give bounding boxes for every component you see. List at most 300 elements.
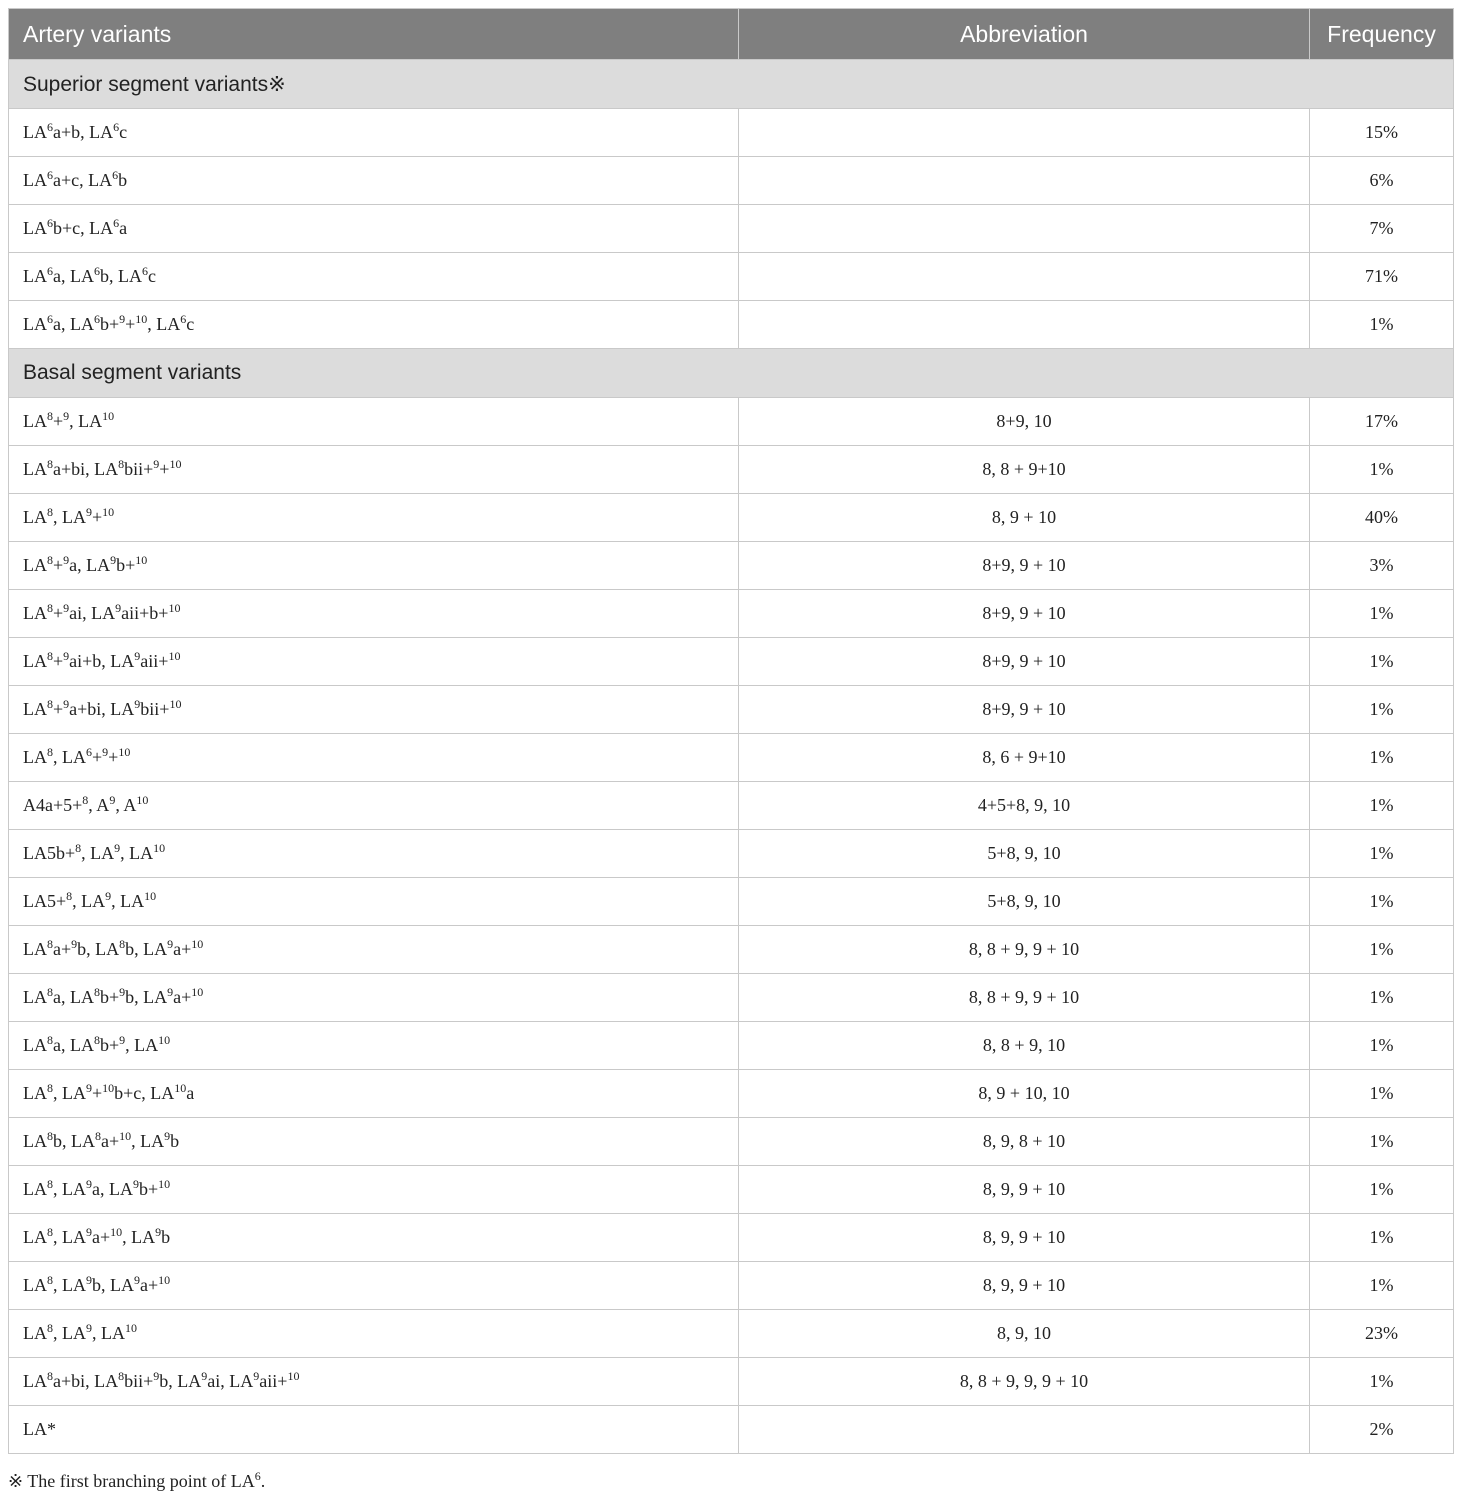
variant-text: a, LA: [92, 1179, 133, 1199]
variant-text: a+: [92, 1227, 111, 1247]
superior-section-header: [9, 60, 1454, 109]
variant-superscript: 9: [63, 409, 70, 423]
table-row: [9, 494, 1454, 542]
variant-superscript: 6: [47, 216, 53, 230]
artery-variant-cell: [9, 1166, 739, 1214]
variant-superscript: 6: [93, 312, 100, 326]
variant-superscript: 8: [66, 889, 73, 903]
artery-variant-cell: [9, 542, 739, 590]
variant-superscript: 9: [63, 697, 70, 711]
abbreviation-cell: 8, 6 + 9+10: [739, 734, 1310, 782]
artery-variant-cell: [9, 1118, 739, 1166]
variant-superscript: 9: [109, 793, 116, 807]
variant-text: , LA: [120, 843, 154, 863]
variant-superscript: 9: [63, 553, 70, 567]
variant-superscript: 10: [169, 457, 182, 471]
variant-text: a+: [140, 1275, 159, 1295]
abbreviation-cell: 8, 8 + 9, 9 + 10: [739, 974, 1310, 1022]
variant-text: +: [92, 747, 103, 767]
variant-superscript: 10: [191, 985, 204, 999]
abbreviation-cell: 5+8, 9, 10: [739, 878, 1310, 926]
header-artery-variants: Artery variants: [9, 9, 739, 60]
table-row: [9, 734, 1454, 782]
variant-text: a+: [173, 939, 192, 959]
table-row: [9, 1070, 1454, 1118]
variant-text: b, LA: [159, 1371, 202, 1391]
variant-text: LA: [23, 987, 47, 1007]
variant-superscript: 10: [118, 745, 131, 759]
variant-superscript: 8: [47, 1081, 53, 1095]
variant-text: LA: [23, 170, 47, 190]
abbreviation-cell: 8+9, 9 + 10: [739, 638, 1310, 686]
variant-superscript: 9: [134, 649, 141, 663]
variant-text: a+bi, LA: [53, 459, 119, 479]
variant-text: LA: [23, 218, 47, 238]
abbreviation-cell: 8+9, 9 + 10: [739, 686, 1310, 734]
frequency-cell: 1%: [1310, 878, 1454, 926]
variant-superscript: 10: [102, 1081, 115, 1095]
superior-section-title: Superior segment variants※: [9, 60, 1454, 109]
variant-text: b+c, LA: [53, 218, 114, 238]
variant-text: b, LA: [125, 987, 168, 1007]
variant-superscript: 8: [47, 1033, 53, 1047]
table-row: [9, 301, 1454, 349]
variant-text: a, LA: [53, 314, 94, 334]
frequency-cell: 1%: [1310, 926, 1454, 974]
variant-superscript: 10: [119, 1129, 132, 1143]
frequency-cell: 17%: [1310, 398, 1454, 446]
artery-variant-cell: [9, 1070, 739, 1118]
footnote-sup: 6: [254, 1469, 261, 1483]
variant-text: LA: [23, 122, 47, 142]
variant-text: a, LA: [69, 555, 111, 575]
variant-superscript: 6: [141, 264, 148, 278]
table-row: [9, 542, 1454, 590]
abbreviation-cell: 8, 8 + 9, 9 + 10: [739, 926, 1310, 974]
variant-superscript: 10: [158, 1273, 171, 1287]
artery-variant-cell: [9, 1262, 739, 1310]
variant-text: LA: [23, 1035, 47, 1055]
artery-variant-cell: [9, 830, 739, 878]
artery-variant-cell: [9, 734, 739, 782]
variant-superscript: 8: [119, 937, 126, 951]
variant-text: bii+: [140, 699, 170, 719]
frequency-cell: 15%: [1310, 109, 1454, 157]
variant-superscript: 8: [82, 793, 89, 807]
abbreviation-cell: 8, 9, 9 + 10: [739, 1166, 1310, 1214]
abbreviation-cell: 8+9, 9 + 10: [739, 590, 1310, 638]
variant-superscript: 9: [86, 1321, 92, 1335]
variant-superscript: 8: [47, 457, 53, 471]
frequency-cell: 71%: [1310, 253, 1454, 301]
variant-superscript: 9: [134, 697, 141, 711]
abbreviation-cell: [739, 109, 1310, 157]
artery-variant-cell: [9, 446, 739, 494]
variant-superscript: 8: [47, 553, 53, 567]
variant-text: b+c, LA: [114, 1083, 175, 1103]
variant-text: , LA: [53, 1227, 86, 1247]
abbreviation-cell: 8+9, 9 + 10: [739, 542, 1310, 590]
variant-text: a: [119, 218, 128, 238]
artery-variant-cell: [9, 205, 739, 253]
table-row: [9, 1214, 1454, 1262]
frequency-cell: 6%: [1310, 157, 1454, 205]
variant-text: LA: [23, 1371, 47, 1391]
frequency-cell: 40%: [1310, 494, 1454, 542]
variant-text: +: [92, 507, 103, 527]
variant-text: c: [119, 122, 128, 142]
artery-variant-cell: [9, 686, 739, 734]
variant-text: a+: [101, 1131, 120, 1151]
frequency-cell: 23%: [1310, 1310, 1454, 1358]
artery-variant-cell: [9, 878, 739, 926]
header-abbreviation: Abbreviation: [739, 9, 1310, 60]
variant-text: a+b, LA: [53, 122, 114, 142]
table-row: [9, 1406, 1454, 1454]
variant-superscript: 8: [95, 1129, 101, 1143]
artery-variant-cell: [9, 638, 739, 686]
variant-text: LA: [23, 1179, 47, 1199]
abbreviation-cell: 8+9, 10: [739, 398, 1310, 446]
variant-text: a, LA: [53, 266, 94, 286]
variant-superscript: 10: [287, 1369, 300, 1383]
variant-superscript: 8: [47, 601, 53, 615]
variant-superscript: 6: [47, 168, 53, 182]
artery-variant-cell: [9, 398, 739, 446]
artery-variant-cell: [9, 1358, 739, 1406]
variant-superscript: 9: [134, 1273, 140, 1287]
variant-superscript: 6: [47, 264, 53, 278]
variant-superscript: 10: [153, 841, 166, 855]
footnote-end: .: [260, 1471, 266, 1491]
frequency-cell: 1%: [1310, 590, 1454, 638]
variant-superscript: 8: [118, 1369, 125, 1383]
variant-superscript: 6: [112, 168, 119, 182]
variant-text: , LA: [53, 507, 86, 527]
variant-superscript: 9: [110, 553, 117, 567]
variant-superscript: 8: [47, 697, 53, 711]
variant-superscript: 9: [63, 649, 70, 663]
abbreviation-cell: 8, 9, 9 + 10: [739, 1262, 1310, 1310]
table-row: [9, 446, 1454, 494]
variant-text: LA*: [23, 1419, 56, 1439]
variant-superscript: 10: [174, 1081, 187, 1095]
variant-text: b, LA: [92, 1275, 134, 1295]
table-row: [9, 398, 1454, 446]
variant-superscript: 9: [155, 1225, 162, 1239]
frequency-cell: 1%: [1310, 1070, 1454, 1118]
variant-text: , LA: [92, 1323, 125, 1343]
variant-text: LA: [23, 314, 47, 334]
artery-variant-cell: [9, 1310, 739, 1358]
artery-variant-cell: [9, 926, 739, 974]
variant-text: LA: [23, 939, 47, 959]
variant-text: , LA: [53, 747, 86, 767]
variant-text: a, LA: [53, 987, 94, 1007]
variant-superscript: 8: [47, 505, 53, 519]
variant-text: b: [161, 1227, 171, 1247]
variant-text: b+: [99, 987, 120, 1007]
variant-text: a+bi, LA: [69, 699, 135, 719]
footnote-text: ※ The first branching point of LA: [8, 1471, 255, 1491]
frequency-cell: 1%: [1310, 782, 1454, 830]
variant-text: LA: [23, 651, 47, 671]
variant-text: , LA: [69, 411, 103, 431]
variant-superscript: 8: [47, 1321, 53, 1335]
variant-text: b+: [116, 555, 136, 575]
artery-variant-cell: [9, 590, 739, 638]
header-frequency: Frequency: [1310, 9, 1454, 60]
variant-superscript: 10: [135, 312, 148, 326]
abbreviation-cell: 8, 9, 9 + 10: [739, 1214, 1310, 1262]
basal-section-header: [9, 349, 1454, 398]
variant-superscript: 9: [63, 601, 70, 615]
artery-variant-cell: [9, 253, 739, 301]
artery-variant-cell: [9, 301, 739, 349]
table-row: [9, 782, 1454, 830]
variant-superscript: 9: [201, 1369, 208, 1383]
variant-text: b+: [138, 1179, 159, 1199]
variant-text: a+: [53, 939, 72, 959]
variant-text: +: [53, 411, 64, 431]
variant-text: aii+: [259, 1371, 288, 1391]
frequency-cell: 1%: [1310, 1166, 1454, 1214]
table-row: [9, 830, 1454, 878]
frequency-cell: 1%: [1310, 1118, 1454, 1166]
variant-superscript: 6: [47, 120, 53, 134]
artery-variant-cell: [9, 109, 739, 157]
footnote: [8, 1471, 265, 1492]
variant-superscript: 9: [102, 745, 109, 759]
variant-text: aii+b+: [121, 603, 169, 623]
variant-text: , LA: [53, 1083, 86, 1103]
variant-superscript: 9: [86, 1177, 92, 1191]
variant-text: +: [159, 459, 170, 479]
variant-text: , LA: [81, 843, 115, 863]
frequency-cell: 1%: [1310, 301, 1454, 349]
table-row: [9, 1358, 1454, 1406]
variant-superscript: 10: [168, 649, 181, 663]
artery-variants-table: [8, 8, 1454, 1454]
variant-text: LA: [23, 555, 47, 575]
table-row: [9, 638, 1454, 686]
frequency-cell: 1%: [1310, 734, 1454, 782]
variant-text: LA: [23, 459, 47, 479]
variant-text: bii+: [124, 1371, 154, 1391]
variant-superscript: 8: [93, 985, 100, 999]
variant-superscript: 9: [119, 1033, 126, 1047]
variant-text: bii+: [124, 459, 154, 479]
variant-text: b: [170, 1131, 180, 1151]
table-row: [9, 1166, 1454, 1214]
variant-text: , LA: [147, 314, 181, 334]
variant-text: , LA: [53, 1275, 86, 1295]
abbreviation-cell: 8, 8 + 9, 9, 9 + 10: [739, 1358, 1310, 1406]
variant-text: LA5b+: [23, 843, 76, 863]
table-row: [9, 109, 1454, 157]
variant-text: b, LA: [125, 939, 168, 959]
variant-superscript: 10: [144, 889, 157, 903]
variant-superscript: 9: [86, 1225, 92, 1239]
header-row: [9, 9, 1454, 60]
variant-superscript: 9: [164, 1129, 171, 1143]
variant-superscript: 9: [86, 1081, 92, 1095]
variant-superscript: 10: [158, 1177, 171, 1191]
variant-text: ai+b, LA: [69, 651, 135, 671]
artery-variant-cell: [9, 1406, 739, 1454]
table-row: [9, 926, 1454, 974]
variant-superscript: 10: [169, 697, 182, 711]
variant-text: aii+: [140, 651, 169, 671]
frequency-cell: 1%: [1310, 1358, 1454, 1406]
variant-text: a+: [173, 987, 192, 1007]
variant-text: LA: [23, 1227, 47, 1247]
variant-text: LA5+: [23, 891, 67, 911]
variant-superscript: 9: [132, 1177, 139, 1191]
table-row: [9, 686, 1454, 734]
variant-text: c: [186, 314, 195, 334]
variant-superscript: 8: [47, 1369, 53, 1383]
artery-variant-cell: [9, 1214, 739, 1262]
variant-text: , LA: [125, 1035, 159, 1055]
variant-text: +: [92, 1083, 103, 1103]
variant-superscript: 9: [71, 937, 78, 951]
frequency-cell: 1%: [1310, 1262, 1454, 1310]
table-row: [9, 1310, 1454, 1358]
variant-text: b, LA: [53, 1131, 95, 1151]
table-row: [9, 205, 1454, 253]
variant-text: , LA: [53, 1179, 86, 1199]
abbreviation-cell: [739, 205, 1310, 253]
variant-superscript: 9: [86, 1273, 92, 1287]
frequency-cell: 7%: [1310, 205, 1454, 253]
abbreviation-cell: [739, 1406, 1310, 1454]
variant-text: a+c, LA: [53, 170, 113, 190]
variant-superscript: 8: [47, 937, 53, 951]
variant-superscript: 9: [86, 505, 92, 519]
variant-text: +: [53, 603, 64, 623]
variant-text: +: [125, 314, 136, 334]
variant-text: LA: [23, 603, 47, 623]
table-row: [9, 1262, 1454, 1310]
frequency-cell: 3%: [1310, 542, 1454, 590]
variant-superscript: 8: [47, 745, 53, 759]
variant-text: LA: [23, 266, 47, 286]
abbreviation-cell: [739, 157, 1310, 205]
variant-superscript: 8: [47, 1177, 53, 1191]
variant-text: , LA: [53, 1323, 86, 1343]
variant-text: LA: [23, 1323, 47, 1343]
variant-superscript: 8: [47, 649, 53, 663]
variant-text: , A: [88, 795, 110, 815]
variant-text: LA: [23, 507, 47, 527]
variant-superscript: 8: [47, 985, 53, 999]
abbreviation-cell: 8, 9 + 10, 10: [739, 1070, 1310, 1118]
variant-text: +: [53, 699, 64, 719]
variant-superscript: 6: [47, 312, 53, 326]
variant-superscript: 6: [113, 120, 120, 134]
variant-text: b+: [99, 1035, 120, 1055]
variant-superscript: 9: [167, 985, 174, 999]
variant-superscript: 9: [115, 601, 122, 615]
table-row: [9, 157, 1454, 205]
frequency-cell: 1%: [1310, 686, 1454, 734]
variant-superscript: 8: [47, 1273, 53, 1287]
frequency-cell: 1%: [1310, 830, 1454, 878]
abbreviation-cell: [739, 301, 1310, 349]
variant-superscript: 9: [119, 985, 126, 999]
variant-text: b: [118, 170, 128, 190]
variant-text: a, LA: [53, 1035, 94, 1055]
variant-text: , LA: [111, 891, 145, 911]
variant-superscript: 10: [158, 1033, 171, 1047]
variant-text: ai, LA: [69, 603, 116, 623]
variant-superscript: 8: [118, 457, 125, 471]
artery-variant-cell: [9, 157, 739, 205]
variant-superscript: 8: [93, 1033, 100, 1047]
variant-text: c: [147, 266, 156, 286]
variant-superscript: 6: [180, 312, 187, 326]
variant-text: LA: [23, 1275, 47, 1295]
variant-text: ai, LA: [207, 1371, 254, 1391]
variant-text: LA: [23, 747, 47, 767]
variant-superscript: 8: [47, 1225, 53, 1239]
table-row: [9, 253, 1454, 301]
variant-text: +: [53, 555, 64, 575]
frequency-cell: 1%: [1310, 446, 1454, 494]
variant-superscript: 9: [105, 889, 112, 903]
abbreviation-cell: 8, 9 + 10: [739, 494, 1310, 542]
abbreviation-cell: 5+8, 9, 10: [739, 830, 1310, 878]
variant-text: b+: [99, 314, 120, 334]
variant-superscript: 8: [47, 1129, 53, 1143]
frequency-cell: 1%: [1310, 638, 1454, 686]
variant-superscript: 8: [47, 409, 53, 423]
frequency-cell: 1%: [1310, 1214, 1454, 1262]
variant-text: A4a+5+: [23, 795, 83, 815]
table-row: [9, 1118, 1454, 1166]
variant-text: , LA: [72, 891, 106, 911]
variant-text: LA: [23, 699, 47, 719]
variant-superscript: 9: [253, 1369, 260, 1383]
variant-text: , A: [115, 795, 137, 815]
variant-text: b, LA: [77, 939, 120, 959]
variant-text: +: [108, 747, 119, 767]
artery-variant-cell: [9, 974, 739, 1022]
variant-superscript: 6: [86, 745, 92, 759]
abbreviation-cell: 8, 9, 10: [739, 1310, 1310, 1358]
variant-superscript: 10: [191, 937, 204, 951]
variant-text: , LA: [131, 1131, 165, 1151]
abbreviation-cell: 8, 9, 8 + 10: [739, 1118, 1310, 1166]
basal-section-title: Basal segment variants: [9, 349, 1454, 398]
variant-text: b, LA: [99, 266, 142, 286]
variant-text: a: [186, 1083, 195, 1103]
variant-superscript: 9: [119, 312, 126, 326]
variant-text: , LA: [122, 1227, 156, 1247]
frequency-cell: 2%: [1310, 1406, 1454, 1454]
artery-variant-cell: [9, 782, 739, 830]
table-row: [9, 590, 1454, 638]
abbreviation-cell: 4+5+8, 9, 10: [739, 782, 1310, 830]
variant-superscript: 9: [114, 841, 121, 855]
variant-text: LA: [23, 1083, 47, 1103]
table-row: [9, 1022, 1454, 1070]
variant-superscript: 8: [75, 841, 82, 855]
variant-superscript: 10: [136, 793, 149, 807]
frequency-cell: 1%: [1310, 974, 1454, 1022]
variant-text: a+bi, LA: [53, 1371, 119, 1391]
